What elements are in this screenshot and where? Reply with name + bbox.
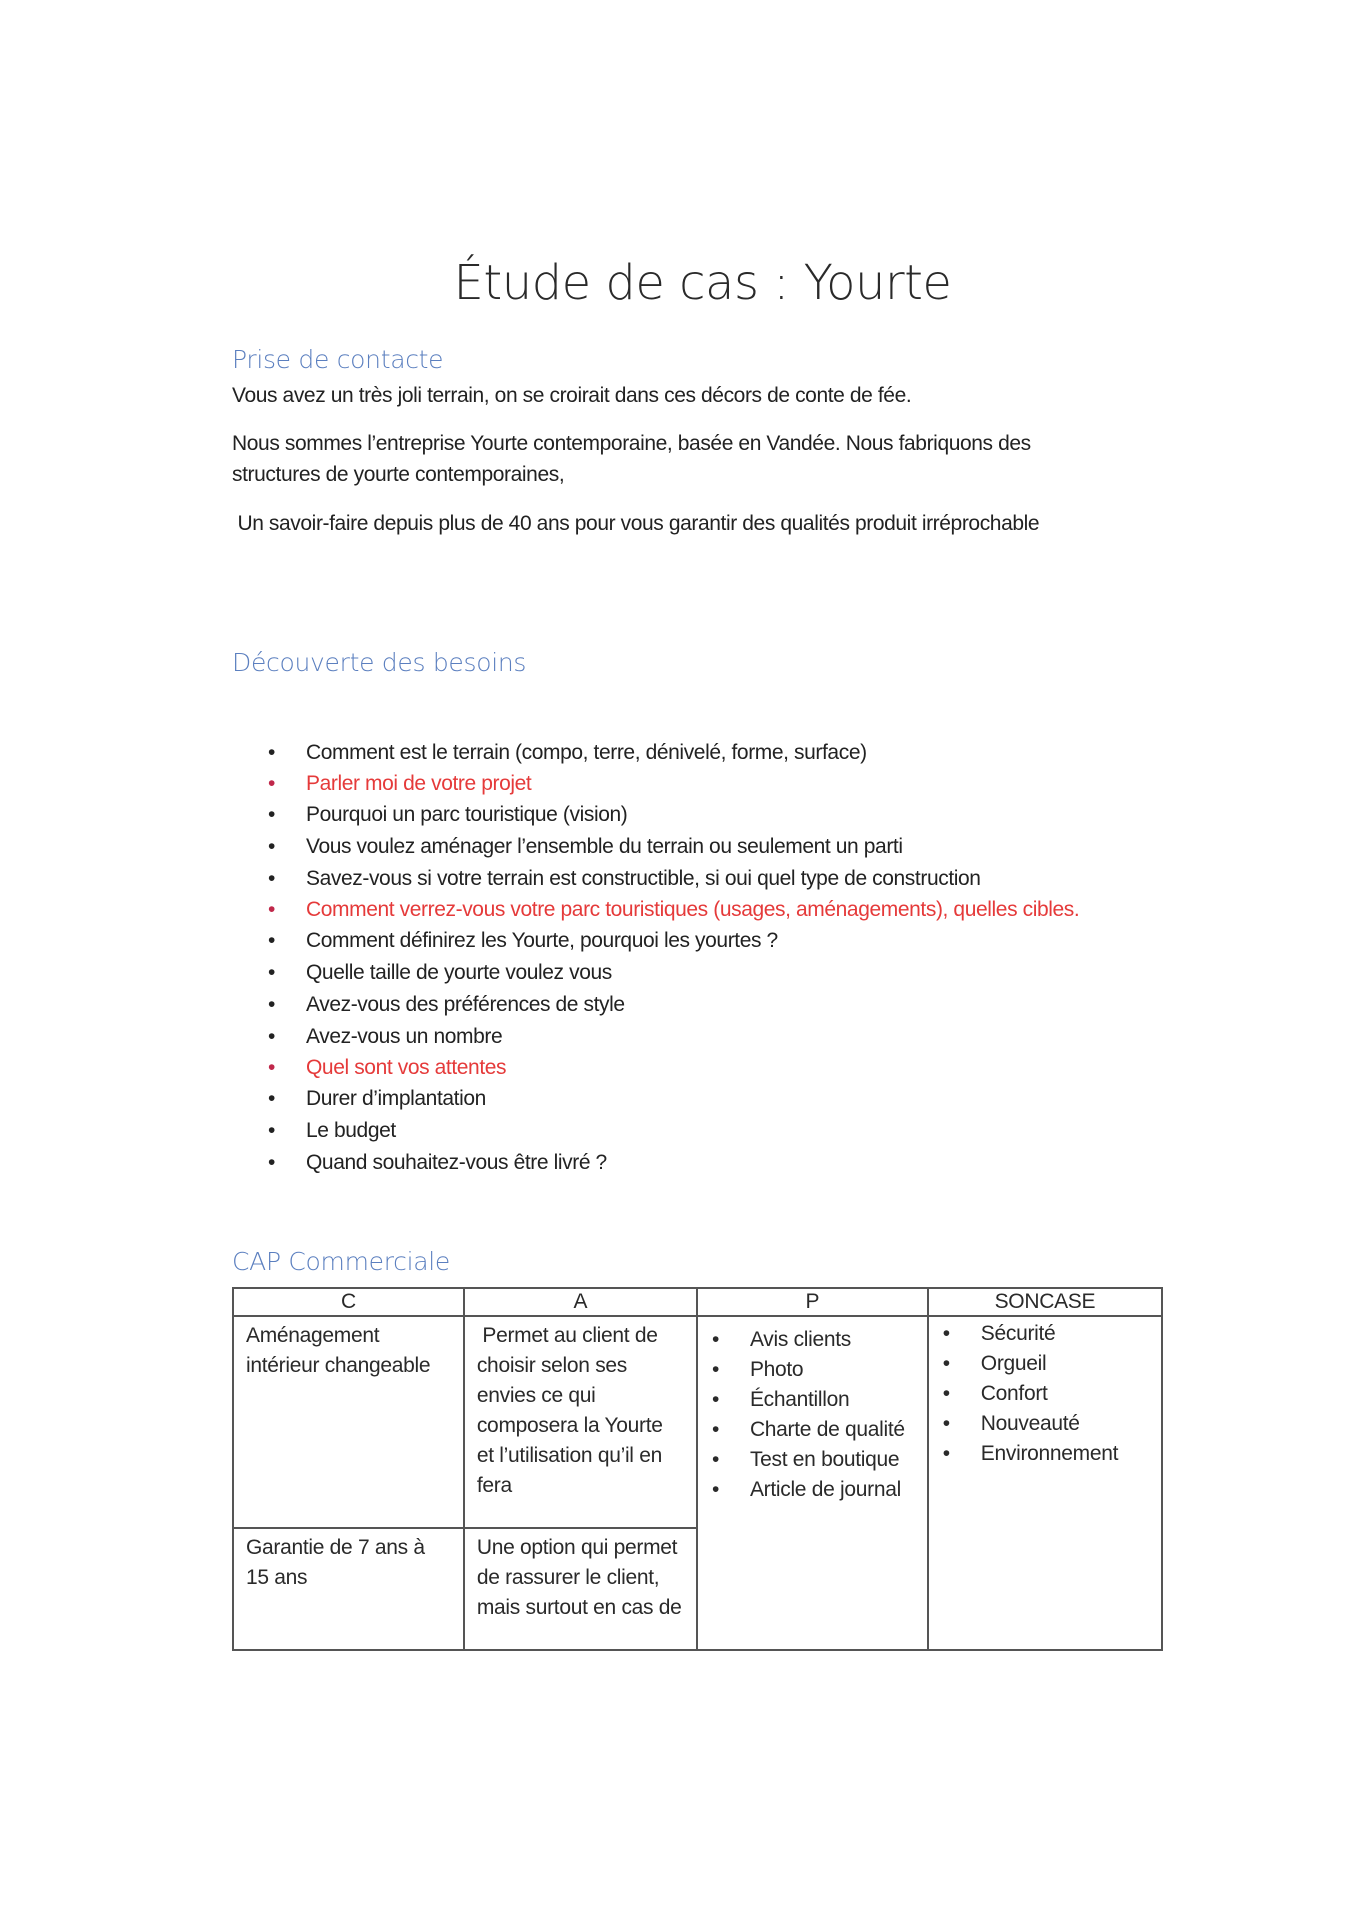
bullet-icon: • (711, 1478, 719, 1501)
column-header-c: C (233, 1288, 464, 1316)
list-item-text: Sécurité (980, 1322, 1056, 1345)
bullet-icon: • (268, 898, 275, 921)
list-item (941, 1409, 1149, 1439)
list-item-text: Durer d’implantation (306, 1087, 486, 1110)
list-item (710, 1385, 915, 1415)
list-item (710, 1445, 915, 1475)
section-heading-cap-commerciale: CAP Commerciale (232, 1247, 450, 1276)
paragraph: Nous sommes l’entreprise Yourte contemporaine, basée en Vandée. Nous fabriquons des structures de yourte contemporaines, (232, 432, 1031, 486)
column-header-a: A (464, 1288, 697, 1316)
list-item (268, 831, 1148, 863)
list-item-text: Comment est le terrain (compo, terre, dénivelé, forme, surface) (306, 741, 867, 764)
list-item-text: Comment verrez-vous votre parc touristiques (usages, aménagements), quelles cibles. (306, 898, 1080, 921)
bullet-icon: • (711, 1448, 719, 1471)
bullet-icon: • (711, 1328, 719, 1351)
document-title: Étude de cas : Yourte (453, 255, 952, 311)
list-item-text: Article de journal (749, 1478, 901, 1501)
cell-p (697, 1316, 928, 1650)
list-item (710, 1415, 915, 1445)
list-item (268, 989, 1148, 1021)
bullet-icon: • (942, 1412, 950, 1435)
list-item-text: Quand souhaitez-vous être livré ? (306, 1151, 607, 1174)
list-item-text: Confort (980, 1382, 1048, 1405)
list-item-text: Environnement (980, 1442, 1119, 1465)
bullet-icon: • (268, 993, 275, 1016)
bullet-icon: • (711, 1358, 719, 1381)
bullet-icon: • (268, 1151, 275, 1174)
bullet-icon: • (268, 961, 275, 984)
list-item (268, 1115, 1148, 1147)
section-heading-decouverte-des-besoins: Découverte des besoins (232, 648, 527, 677)
section-heading-prise-de-contacte: Prise de contacte (232, 345, 444, 374)
list-item-text: Quelle taille de yourte voulez vous (306, 961, 612, 984)
bullet-icon: • (268, 867, 275, 890)
bullet-icon: • (268, 772, 275, 795)
list-item-text: Le budget (306, 1119, 396, 1142)
list-item-highlighted (268, 769, 1148, 799)
list-item-text: Parler moi de votre projet (306, 772, 532, 795)
list-item-text: Photo (749, 1358, 804, 1381)
list-item (268, 1147, 1148, 1179)
list-item-highlighted (268, 1053, 1148, 1083)
cell-soncase (928, 1316, 1162, 1650)
cell-a: Permet au client de choisir selon ses envies ce qui composera la Yourte et l’utilisation qu’il en fera (464, 1316, 697, 1528)
list-item (268, 1021, 1148, 1053)
list-item-highlighted (268, 895, 1126, 925)
list-item (268, 957, 1148, 989)
list-item (941, 1349, 1149, 1379)
bullet-icon: • (268, 1119, 275, 1142)
list-item (710, 1475, 915, 1505)
list-item (710, 1355, 915, 1385)
list-item-text: Quel sont vos attentes (306, 1056, 507, 1079)
cap-table (232, 1287, 1163, 1651)
bullet-icon: • (268, 1056, 275, 1079)
paragraph: Un savoir-faire depuis plus de 40 ans pour vous garantir des qualités produit irréprochable (232, 512, 1040, 535)
list-item-text: Vous voulez aménager l’ensemble du terrain ou seulement un parti (306, 835, 903, 858)
bullet-icon: • (711, 1388, 719, 1411)
list-item (268, 1083, 1148, 1115)
table-row (233, 1316, 1162, 1528)
bullet-icon: • (268, 803, 275, 826)
table-header-row (233, 1288, 1162, 1316)
list-item (268, 863, 1148, 895)
column-header-soncase: SONCASE (928, 1288, 1162, 1316)
bullet-icon: • (942, 1322, 950, 1345)
list-item-text: Avis clients (749, 1328, 851, 1351)
list-item-text: Orgueil (980, 1352, 1047, 1375)
bullet-icon: • (942, 1382, 950, 1405)
bullet-icon: • (268, 835, 275, 858)
column-header-p: P (697, 1288, 928, 1316)
list-item-text: Échantillon (749, 1388, 850, 1411)
needs-list (268, 737, 1148, 1179)
list-item (268, 737, 1148, 769)
list-item (268, 799, 1148, 831)
list-item-text: Test en boutique (749, 1448, 900, 1471)
list-item (268, 925, 1148, 957)
p-list (710, 1325, 915, 1505)
list-item (941, 1439, 1149, 1469)
bullet-icon: • (268, 1025, 275, 1048)
list-item-text: Pourquoi un parc touristique (vision) (306, 803, 628, 826)
bullet-icon: • (268, 1087, 275, 1110)
bullet-icon: • (711, 1418, 719, 1441)
list-item-text: Comment définirez les Yourte, pourquoi les yourtes ? (306, 929, 778, 952)
soncase-list (941, 1319, 1149, 1469)
list-item-text: Charte de qualité (749, 1418, 905, 1441)
cell-a: Une option qui permet de rassurer le client, mais surtout en cas de (464, 1528, 697, 1650)
bullet-icon: • (942, 1442, 950, 1465)
list-item (941, 1379, 1149, 1409)
bullet-icon: • (942, 1352, 950, 1375)
list-item-text: Avez-vous un nombre (306, 1025, 503, 1048)
bullet-icon: • (268, 929, 275, 952)
list-item (710, 1325, 915, 1355)
list-item-text: Nouveauté (980, 1412, 1080, 1435)
paragraph: Vous avez un très joli terrain, on se croirait dans ces décors de conte de fée. (232, 384, 912, 407)
list-item (941, 1319, 1149, 1349)
bullet-icon: • (268, 741, 275, 764)
cell-c: Garantie de 7 ans à 15 ans (233, 1528, 464, 1650)
list-item-text: Avez-vous des préférences de style (306, 993, 625, 1016)
cell-c: Aménagement intérieur changeable (233, 1316, 464, 1528)
list-item-text: Savez-vous si votre terrain est constructible, si oui quel type de construction (306, 867, 981, 890)
